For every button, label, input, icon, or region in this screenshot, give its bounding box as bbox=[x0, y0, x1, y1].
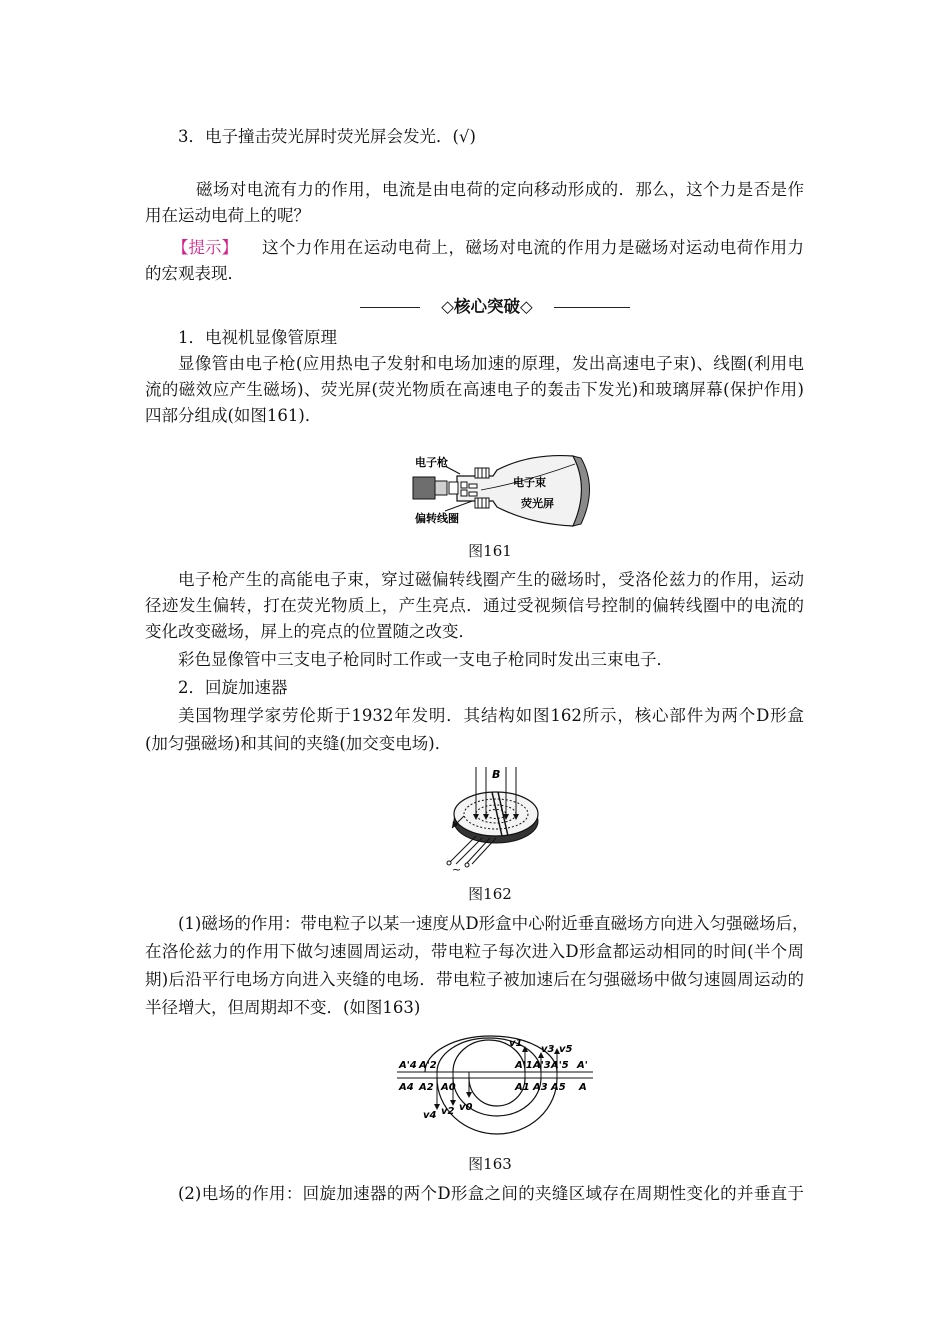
magnetic-line-2: 在洛伦兹力的作用下做匀速圆周运动，带电粒子每次进入D形盒都运动相同的时间(半个周 bbox=[145, 942, 804, 961]
figure-162-cyclotron bbox=[440, 762, 550, 876]
figure-163-caption: 图163 bbox=[468, 1155, 512, 1173]
label-A2: A2 bbox=[419, 1082, 434, 1093]
figure-162-caption: 图162 bbox=[468, 885, 512, 903]
label-fluorescent-screen: 荧光屏 bbox=[521, 497, 554, 510]
tv-line-3: 四部分组成(如图161)． bbox=[145, 406, 322, 425]
label-A: A bbox=[579, 1082, 587, 1093]
label-v1: v1 bbox=[509, 1038, 523, 1049]
label-v0: v0 bbox=[459, 1102, 473, 1113]
color-tube-line: 彩色显像管中三支电子枪同时工作或一支电子枪同时发出三束电子． bbox=[178, 650, 673, 669]
hint-line-2: 的宏观表现． bbox=[145, 264, 244, 283]
magnetic-line-1: (1)磁场的作用：带电粒子以某一速度从D形盒中心附近垂直磁场方向进入匀强磁场后， bbox=[178, 914, 809, 933]
question-line-2: 用在运动电荷上的呢？ bbox=[145, 206, 310, 225]
label-field-B: B bbox=[492, 768, 501, 781]
label-A2-prime: A'2 bbox=[419, 1060, 437, 1071]
label-electron-beam: 电子束 bbox=[513, 476, 546, 489]
label-v2: v2 bbox=[441, 1106, 455, 1117]
crt-line-2: 径迹发生偏转，打在荧光物质上，产生亮点．通过受视频信号控制的偏转线圈中的电流的 bbox=[145, 596, 804, 615]
electric-line-1: (2)电场的作用：回旋加速器的两个D形盒之间的夹缝区域存在周期性变化的并垂直于 bbox=[178, 1184, 804, 1203]
cyclotron-line-2: (加匀强磁场)和其间的夹缝(加交变电场)． bbox=[145, 734, 452, 753]
tv-line-2: 流的磁效应产生磁场)、荧光屏(荧光物质在高速电子的轰击下发光)和玻璃屏幕(保护作用) bbox=[145, 380, 804, 399]
label-ac-source: ~ bbox=[452, 863, 462, 876]
heading-cyclotron: 2．回旋加速器 bbox=[178, 678, 288, 697]
label-electron-gun: 电子枪 bbox=[415, 456, 448, 469]
review-item-3: 3．电子撞击荧光屏时荧光屏会发光．(√) bbox=[178, 127, 476, 146]
label-deflection-coil: 偏转线圈 bbox=[415, 512, 459, 525]
hint-line-1: 这个力作用在运动电荷上，磁场对电流的作用力是磁场对运动电荷作用力 bbox=[262, 238, 804, 257]
label-v3: v3 bbox=[541, 1044, 555, 1055]
label-v5: v5 bbox=[559, 1044, 573, 1055]
crt-line-1: 电子枪产生的高能电子束，穿过磁偏转线圈产生的磁场时，受洛伦兹力的作用，运动 bbox=[178, 570, 804, 589]
magnetic-line-4: 半径增大，但周期却不变．(如图163) bbox=[145, 998, 421, 1017]
section-rule-left bbox=[360, 307, 420, 308]
question-line-1: 磁场对电流有力的作用，电流是由电荷的定向移动形成的．那么，这个力是否是作 bbox=[196, 180, 804, 199]
label-A1-prime: A'1 bbox=[515, 1060, 533, 1071]
hint-label: 【提示】 bbox=[172, 238, 238, 257]
magnetic-line-3: 期)后沿平行电场方向进入夹缝的电场．带电粒子被加速后在匀强磁场中做匀速圆周运动的 bbox=[145, 970, 804, 989]
crt-line-3: 变化改变磁场，屏上的亮点的位置随之改变． bbox=[145, 622, 475, 641]
figure-163-spiral bbox=[395, 1034, 595, 1146]
label-A3: A3 bbox=[533, 1082, 548, 1093]
label-v4: v4 bbox=[423, 1110, 437, 1121]
label-A-prime: A' bbox=[577, 1060, 588, 1071]
label-A1: A1 bbox=[515, 1082, 530, 1093]
figure-161-crt bbox=[405, 448, 590, 530]
tv-line-1: 显像管由电子枪(应用热电子发射和电场加速的原理，发出高速电子束)、线圈(利用电 bbox=[178, 354, 804, 373]
section-header bbox=[360, 296, 630, 318]
label-A3-prime: A'3 bbox=[533, 1060, 551, 1071]
cyclotron-line-1: 美国物理学家劳伦斯于1932年发明．其结构如图162所示，核心部件为两个D形盒 bbox=[178, 706, 804, 725]
figure-161-caption: 图161 bbox=[468, 542, 512, 560]
label-A5: A5 bbox=[551, 1082, 566, 1093]
label-A4-prime: A'4 bbox=[399, 1060, 417, 1071]
label-A5-prime: A'5 bbox=[551, 1060, 569, 1071]
heading-tv-tube: 1．电视机显像管原理 bbox=[178, 328, 337, 347]
label-A4: A4 bbox=[399, 1082, 414, 1093]
section-title: ◇核心突破◇ bbox=[441, 297, 533, 316]
label-A0: A0 bbox=[441, 1082, 456, 1093]
section-rule-right bbox=[554, 307, 630, 308]
